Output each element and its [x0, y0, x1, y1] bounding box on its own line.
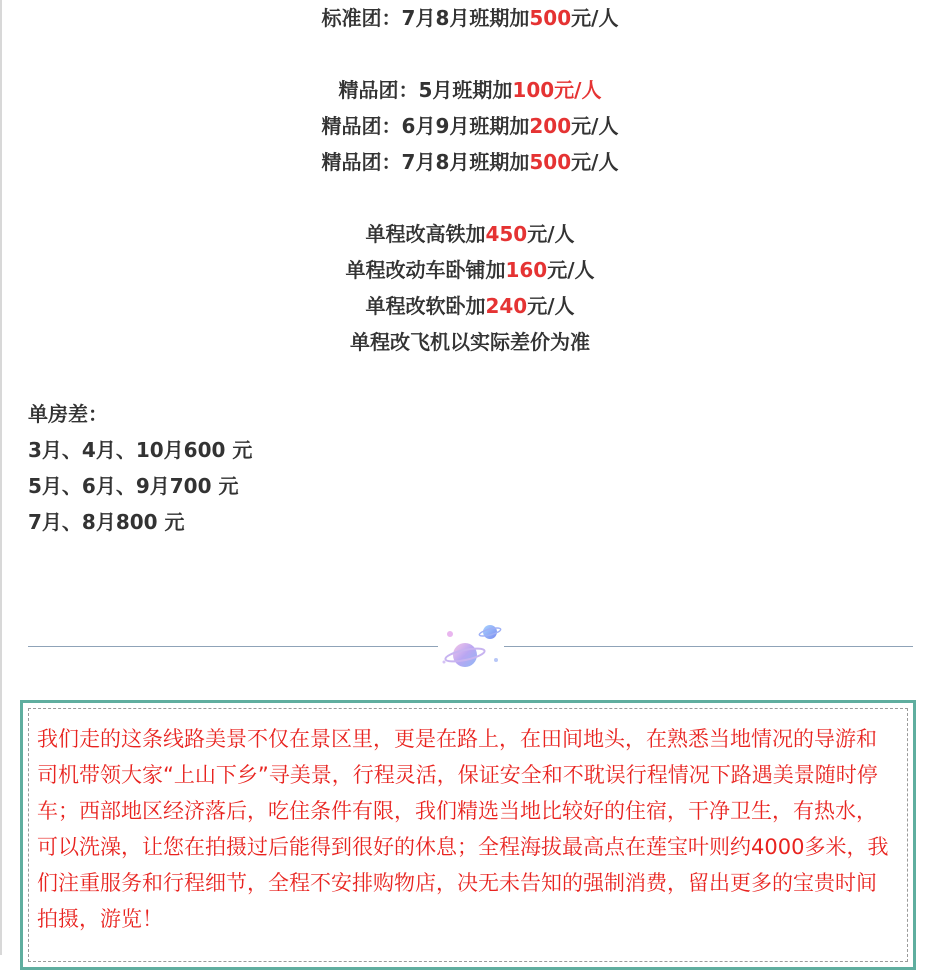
single-room-row: 7月、8月800 元 [28, 510, 185, 534]
upgrade-unit: 元/人 [547, 258, 595, 282]
single-room-section [28, 396, 252, 540]
upgrade-label: 单程改高铁加 [365, 222, 486, 246]
upgrade-label: 单程改动车卧铺加 [345, 258, 506, 282]
surcharge-list [0, 0, 926, 180]
surcharge-label: 精品团：5月班期加 [338, 78, 513, 102]
surcharge-premium-jun-sep [0, 108, 926, 144]
surcharge-amount: 100元/人 [512, 78, 602, 102]
surcharge-amount: 200 [529, 114, 572, 138]
single-room-row: 3月、4月、10月600 元 [28, 438, 253, 462]
surcharge-premium-may [0, 72, 926, 108]
surcharge-amount: 500 [529, 6, 572, 30]
upgrade-unit: 元/人 [527, 222, 575, 246]
upgrade-unit: 元/人 [527, 294, 575, 318]
upgrade-amount: 450 [485, 222, 528, 246]
surcharge-unit: 元/人 [571, 114, 619, 138]
upgrade-bullet-sleeper [0, 252, 926, 288]
single-room-title: 单房差： [28, 402, 108, 426]
surcharge-standard-jul-aug [0, 0, 926, 36]
surcharge-label: 精品团：6月9月班期加 [321, 114, 530, 138]
surcharge-unit: 元/人 [571, 6, 619, 30]
notice-box [20, 700, 916, 970]
transport-upgrade-list [0, 216, 926, 360]
surcharge-amount: 500 [529, 150, 572, 174]
upgrade-soft-sleeper [0, 288, 926, 324]
surcharge-premium-jul-aug [0, 144, 926, 180]
upgrade-amount: 240 [485, 294, 528, 318]
notice-text: 我们走的这条线路美景不仅在景区里，更是在路上，在田间地头，在熟悉当地情况的导游和司机带领大家“上山下乡”寻美景，行程灵活，保证安全和不耽误行程情况下路遇美景随时停车；西部地区经济落后，吃住条件有限，我们精选当地比较好的住宿，干净卫生，有热水，可以洗澡，让您在拍摄过后能得到很好的休息；全程海拔最高点在莲宝叶则约4000多米，我们注重服务和行程细节，全程不安排购物店，决无未告知的强制消费，留出更多的宝贵时间拍摄，游览！ [37, 727, 889, 931]
upgrade-label: 单程改软卧加 [365, 294, 486, 318]
upgrade-amount: 160 [505, 258, 548, 282]
planet-icon [438, 622, 504, 674]
upgrade-flight: 单程改飞机以实际差价为准 [350, 330, 590, 354]
surcharge-label: 精品团：7月8月班期加 [321, 150, 530, 174]
single-room-row: 5月、6月、9月700 元 [28, 474, 239, 498]
surcharge-unit: 元/人 [571, 150, 619, 174]
surcharge-label: 标准团：7月8月班期加 [321, 6, 530, 30]
upgrade-high-speed-rail [0, 216, 926, 252]
